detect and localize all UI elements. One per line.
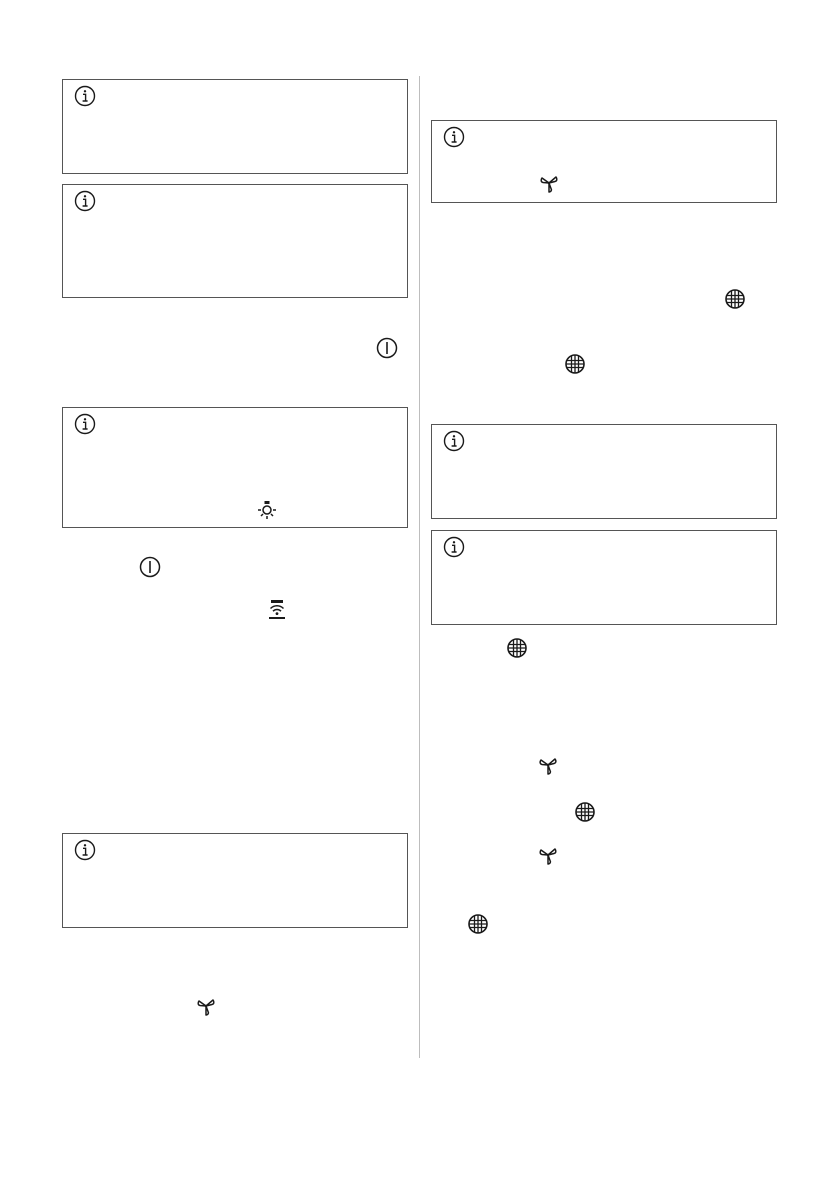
filter-grid-icon [564,353,586,375]
info-note-1 [62,79,408,174]
fan-icon [537,845,559,867]
power-icon [376,337,398,359]
info-note-5 [431,120,777,203]
fan-icon [195,996,217,1018]
filter-grid-icon [574,801,596,823]
filter-grid-icon [506,637,528,659]
info-icon [443,126,465,148]
info-icon [443,430,465,452]
fan-icon [538,173,560,195]
info-note-6 [431,424,777,519]
fan-icon [537,755,559,777]
info-icon [74,190,96,212]
info-note-7 [431,530,777,625]
filter-grid-icon [467,913,489,935]
info-icon [443,536,465,558]
info-icon [74,839,96,861]
filter-grid-icon [724,288,746,310]
info-icon [74,85,96,107]
connectivity-icon [266,598,288,622]
info-note-3 [62,407,408,528]
info-note-4 [62,833,408,928]
light-icon [255,499,279,523]
column-divider [419,76,420,1058]
info-icon [74,413,96,435]
info-note-2 [62,184,408,298]
power-icon [139,556,161,578]
